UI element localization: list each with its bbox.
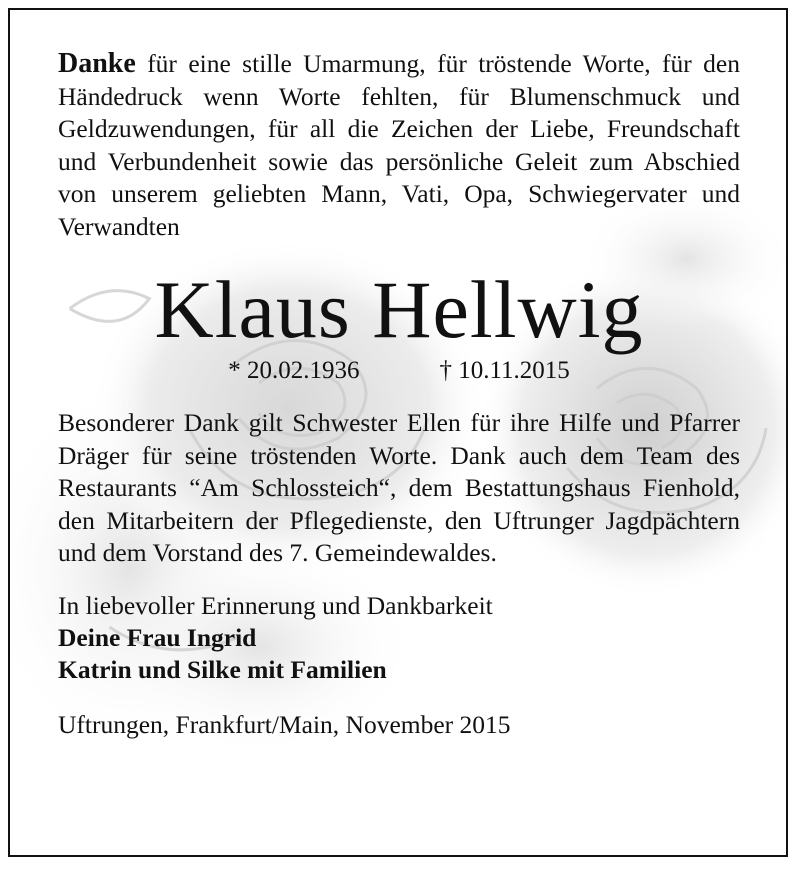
intro-text: für eine stille Umarmung, für tröstende Worte, für den Händedruck wenn Worte fehlten, für Blumenschmuck und Geldzuwendungen, für all die Zeichen der Liebe, Freundschaft und Verbundenheit sowie das persönliche Geleit zum Abschied von unserem geliebten Mann, Vati, Opa, Schwiegervater und Verwandten xyxy=(58,49,740,241)
place-date: Uftrungen, Frankfurt/Main, November 2015 xyxy=(58,709,511,739)
intro-paragraph xyxy=(58,48,740,243)
birth-date: * 20.02.1936 xyxy=(228,357,360,384)
notice-content xyxy=(58,48,740,740)
life-dates xyxy=(58,357,740,385)
death-date: † 10.11.2015 xyxy=(439,357,570,384)
thanks-paragraph: Besonderer Dank gilt Schwester Ellen für ihre Hilfe und Pfarrer Dräger für seine tröstenden Worte. Dank auch dem Team des Restaurants “Am Schlossteich“, dem Bestattungshaus Fienhold, den Mitarbeitern der Pflegedienste, den Uftrunger Jagdpächtern und dem Vorstand des 7. Gemeindewaldes. xyxy=(58,408,740,567)
notice-frame xyxy=(8,8,788,857)
closing-block xyxy=(58,590,740,686)
closing-line: In liebevoller Erinnerung und Dankbarkeit xyxy=(58,590,493,620)
deceased-name: Klaus Hellwig xyxy=(154,264,644,355)
intro-lead: Danke xyxy=(58,48,136,79)
signature-spouse: Deine Frau Ingrid xyxy=(58,622,257,652)
signature-family: Katrin und Silke mit Familien xyxy=(58,654,387,684)
